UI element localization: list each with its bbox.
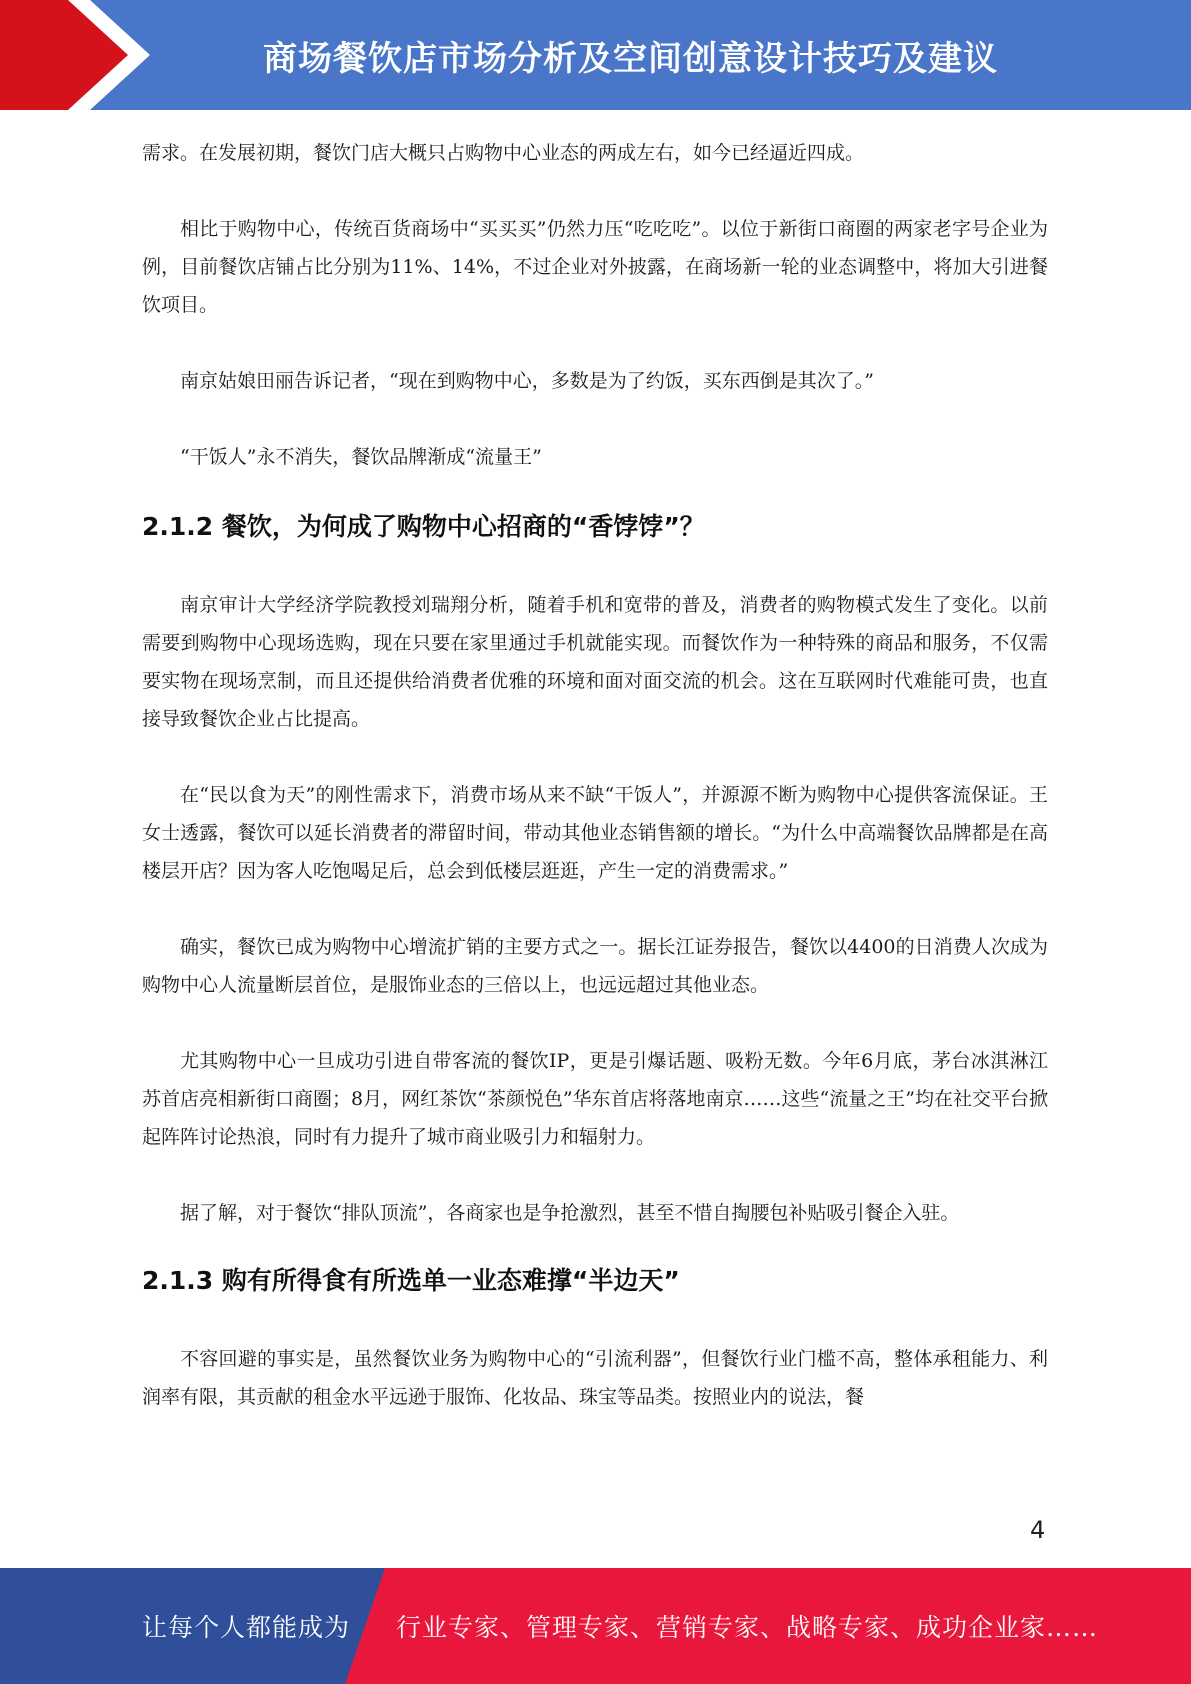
- page-header: [0, 0, 1191, 110]
- section-heading: 2.1.2 餐饮，为何成了购物中心招商的“香饽饽”？: [142, 512, 705, 541]
- paragraph: 尤其购物中心一旦成功引进自带客流的餐饮IP，更是引爆话题、吸粉无数。今年6月底，茅台冰淇淋江苏首店亮相新街口商圈；8月，网红茶饮“茶颜悦色”华东首店将落地南京……这些“流量之王”均在社交平台掀起阵阵讨论热浪，同时有力提升了城市商业吸引力和辐射力。: [142, 1050, 1048, 1148]
- paragraph: 据了解，对于餐饮“排队顶流”，各商家也是争抢激烈，甚至不惜自掏腰包补贴吸引餐企入驻。: [180, 1202, 960, 1224]
- paragraph: 在“民以食为天”的刚性需求下，消费市场从来不缺“干饭人”，并源源不断为购物中心提供客流保证。王女士透露，餐饮可以延长消费者的滞留时间，带动其他业态销售额的增长。“为什么中高端餐饮品牌都是在高楼层开店？因为客人吃饱喝足后，总会到低楼层逛逛，产生一定的消费需求。”: [142, 784, 1048, 882]
- document-title: 商场餐饮店市场分析及空间创意设计技巧及建议: [263, 38, 998, 79]
- paragraph: 南京姑娘田丽告诉记者，“现在到购物中心，多数是为了约饭，买东西倒是其次了。”: [180, 370, 874, 392]
- document-body: [142, 134, 1048, 1416]
- page-number: 4: [1030, 1516, 1046, 1544]
- footer-slogan-right: 行业专家、管理专家、营销专家、战略专家、成功企业家……: [396, 1613, 1099, 1642]
- paragraph: “干饭人”永不消失，餐饮品牌渐成“流量王”: [180, 446, 542, 468]
- paragraph: 相比于购物中心，传统百货商场中“买买买”仍然力压“吃吃吃”。以位于新街口商圈的两家老字号企业为例，目前餐饮店铺占比分别为11%、14%，不过企业对外披露，在商场新一轮的业态调整中，将加大引进餐饮项目。: [142, 218, 1048, 316]
- paragraph: 南京审计大学经济学院教授刘瑞翔分析，随着手机和宽带的普及，消费者的购物模式发生了变化。以前需要到购物中心现场选购，现在只要在家里通过手机就能实现。而餐饮作为一种特殊的商品和服务，不仅需要实物在现场烹制，而且还提供给消费者优雅的环境和面对面交流的机会。这在互联网时代难能可贵，也直接导致餐饮企业占比提高。: [142, 594, 1048, 730]
- paragraph: 不容回避的事实是，虽然餐饮业务为购物中心的“引流利器”，但餐饮行业门槛不高，整体承租能力、利润率有限，其贡献的租金水平远逊于服饰、化妆品、珠宝等品类。按照业内的说法，餐: [142, 1348, 1048, 1408]
- paragraph: 需求。在发展初期，餐饮门店大概只占购物中心业态的两成左右，如今已经逼近四成。: [142, 142, 865, 164]
- header-arrow-decoration: [0, 0, 150, 110]
- page-footer: [0, 1568, 1191, 1684]
- paragraph: 确实，餐饮已成为购物中心增流扩销的主要方式之一。据长江证券报告，餐饮以4400的日消费人次成为购物中心人流量断层首位，是服饰业态的三倍以上，也远远超过其他业态。: [142, 936, 1048, 996]
- section-heading: 2.1.3 购有所得食有所选单一业态难撑“半边天”: [142, 1266, 680, 1295]
- footer-slogan-left: 让每个人都能成为: [142, 1613, 351, 1642]
